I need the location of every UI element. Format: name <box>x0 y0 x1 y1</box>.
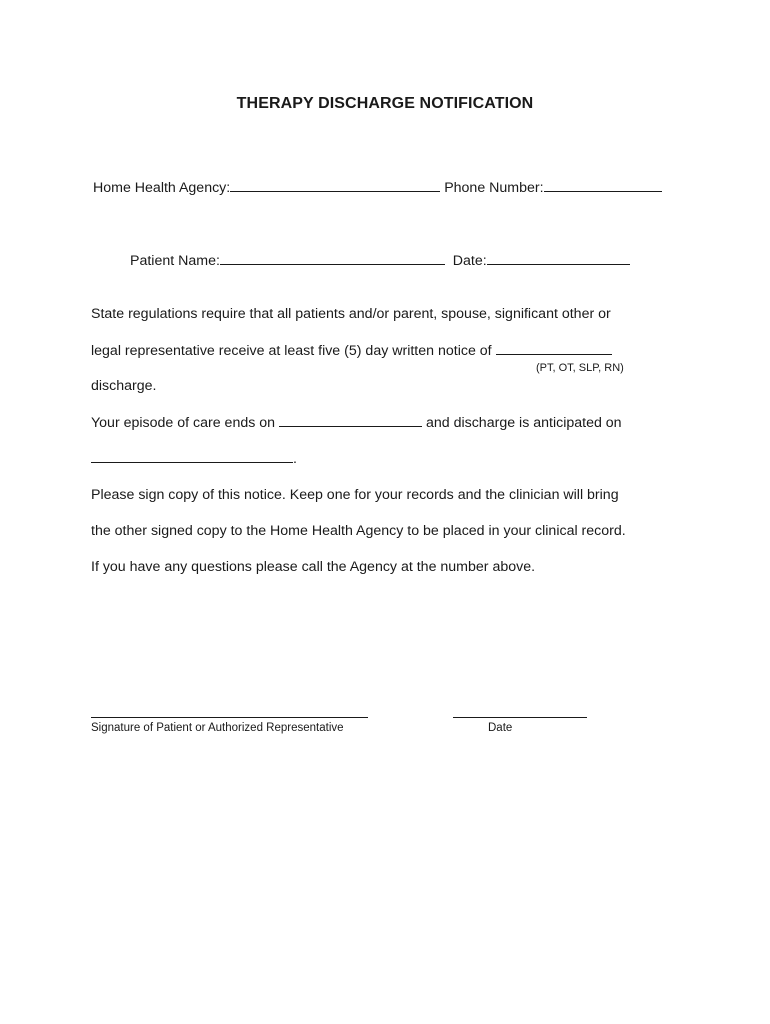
paragraph-3-line-1: Please sign copy of this notice. Keep one for your records and the clinician will bring <box>91 487 619 503</box>
document-title: THERAPY DISCHARGE NOTIFICATION <box>236 95 534 112</box>
agency-label: Home Health Agency: <box>93 180 231 196</box>
paragraph-1-line-2 <box>91 341 612 360</box>
period: . <box>293 451 297 467</box>
date-blank[interactable] <box>487 251 630 265</box>
date-label: Date: <box>452 253 487 269</box>
episode-text: Your episode of care ends on <box>91 415 276 431</box>
agency-phone-row <box>93 178 662 197</box>
agency-blank[interactable] <box>230 178 440 192</box>
patient-name-blank[interactable] <box>220 251 445 265</box>
patient-name-label: Patient Name: <box>130 253 220 269</box>
discharge-date-row <box>91 449 297 468</box>
discharge-date-blank[interactable] <box>91 449 293 463</box>
signature-date-label: Date <box>488 722 513 734</box>
phone-label: Phone Number: <box>444 180 544 196</box>
notice-text: legal representative receive at least five (5) day written notice of <box>91 343 492 359</box>
discipline-blank[interactable] <box>496 341 612 355</box>
signature-date-line[interactable] <box>453 717 587 718</box>
patient-date-row <box>130 251 630 270</box>
signature-line[interactable] <box>91 717 368 718</box>
paragraph-3-line-2: the other signed copy to the Home Health Agency to be placed in your clinical record. <box>91 523 626 539</box>
signature-label: Signature of Patient or Authorized Representative <box>91 722 344 734</box>
episode-end-row <box>91 413 622 432</box>
paragraph-1-line-3: discharge. <box>91 378 157 394</box>
episode-end-blank[interactable] <box>279 413 422 427</box>
paragraph-4: If you have any questions please call the Agency at the number above. <box>91 559 536 575</box>
anticipated-text: and discharge is anticipated on <box>425 415 622 431</box>
discipline-hint: (PT, OT, SLP, RN) <box>536 362 624 374</box>
paragraph-1-line-1: State regulations require that all patients and/or parent, spouse, significant other or <box>91 306 611 322</box>
phone-blank[interactable] <box>544 178 662 192</box>
